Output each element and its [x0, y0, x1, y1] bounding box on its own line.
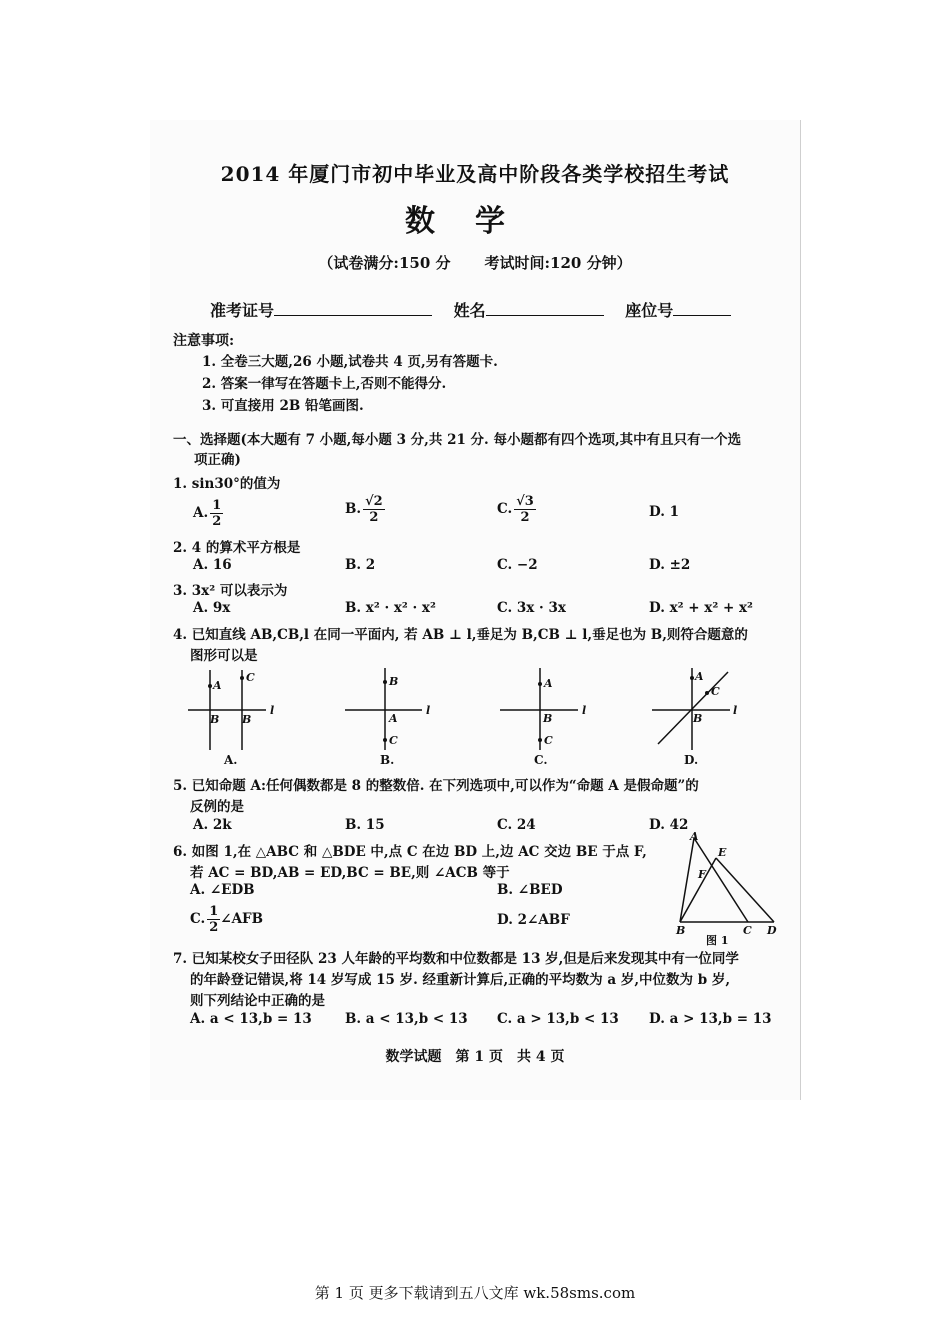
q4-option-b: B.: [380, 753, 395, 767]
subject-title: 数学: [405, 204, 545, 239]
seat-label: 座位号: [625, 301, 674, 320]
seat-blank[interactable]: [673, 301, 731, 316]
page-footer: 数学试题 第 1 页 共 4 页: [385, 1049, 565, 1065]
q7-stem-cont: 的年龄登记错误,将 14 岁写成 15 岁. 经重新计算后,正确的平均数为 a 岁,中位数为 b 岁,: [190, 972, 731, 988]
q1-option-d[interactable]: D. 1: [649, 504, 680, 520]
fig-d-line-slant: [658, 672, 728, 744]
fig-b-label-c: C: [389, 734, 398, 747]
time-info: 考试时间:120 分钟）: [484, 254, 632, 272]
fig-a-label-b2: B: [242, 713, 252, 726]
fig-a-label-l: l: [270, 704, 275, 717]
notice-item: 2. 答案一律写在答题卡上,否则不能得分.: [202, 376, 447, 392]
q7-option-b[interactable]: B. a < 13,b < 13: [345, 1011, 468, 1027]
q5-option-a[interactable]: A. 2k: [193, 817, 232, 833]
fig-d-point-c: [705, 691, 709, 695]
site-footer[interactable]: 第 1 页 更多下载请到五八文库 wk.58sms.com: [314, 1284, 636, 1302]
q3-option-b[interactable]: B. x² · x² · x²: [345, 600, 436, 616]
q2-option-a[interactable]: A. 16: [193, 557, 232, 573]
fig-a-point-c: [240, 676, 244, 680]
fig1-label-d: D: [767, 924, 777, 937]
fig-c-label-a: A: [544, 677, 553, 690]
fig1-label-a: A: [690, 830, 699, 843]
q6-stem-cont: 若 AC = BD,AB = ED,BC = BE,则 ∠ACB 等于: [190, 865, 510, 881]
q7-option-c[interactable]: C. a > 13,b < 13: [497, 1011, 619, 1027]
exam-id-label: 准考证号: [210, 301, 275, 320]
fig1-label-b: B: [676, 924, 686, 937]
q7-option-d[interactable]: D. a > 13,b = 13: [649, 1011, 772, 1027]
section-heading-cont: 项正确): [194, 452, 241, 468]
q2-option-d[interactable]: D. ±2: [649, 557, 691, 573]
name-label: 姓名: [453, 301, 486, 320]
q5-option-b[interactable]: B. 15: [345, 817, 385, 833]
candidate-fields: [210, 298, 747, 321]
figure-1: [672, 830, 784, 946]
score-info: （试卷满分:150 分: [318, 254, 451, 272]
exam-id-blank[interactable]: [274, 301, 432, 316]
fig-d-label-a: A: [695, 670, 704, 683]
q6-option-c[interactable]: C. $\frac{1}{2}$ ∠AFB: [190, 904, 264, 935]
q4-option-a: A.: [224, 753, 238, 767]
q5-stem-cont: 反例的是: [190, 799, 244, 815]
q7-option-a[interactable]: A. a < 13,b = 13: [190, 1011, 312, 1027]
q3-stem: 3. 3x² 可以表示为: [173, 583, 288, 599]
q5-stem: 5. 已知命题 A:任何偶数都是 8 的整数倍. 在下列选项中,可以作为“命题 A 是假命题”的: [173, 778, 699, 794]
q3-option-d[interactable]: D. x² + x² + x²: [649, 600, 753, 616]
q1-option-c[interactable]: C. $\frac{√3}{2}$: [497, 494, 534, 525]
q4-figures: [180, 664, 780, 768]
q7-stem: 7. 已知某校女子田径队 23 人年龄的平均数和中位数都是 13 岁,但是后来发现其中有一位同学: [173, 951, 739, 967]
q2-option-b[interactable]: B. 2: [345, 557, 376, 573]
fig-b-label-b: B: [389, 675, 399, 688]
fig1-label-f: F: [698, 868, 706, 881]
notice-item: 3. 可直接用 2B 铅笔画图.: [202, 398, 364, 414]
fig-b-point-b: [383, 680, 387, 684]
exam-title: 2014 年厦门市初中毕业及高中阶段各类学校招生考试: [220, 162, 730, 186]
figure-1-caption: 图 1: [706, 934, 729, 946]
fig-c-point-c: [538, 738, 542, 742]
q6-option-a[interactable]: A. ∠EDB: [190, 882, 255, 898]
fig-a-label-a: A: [213, 679, 222, 692]
notice-heading: 注意事项:: [173, 333, 235, 349]
fig-c-label-l: l: [582, 704, 587, 717]
q4-stem: 4. 已知直线 AB,CB,l 在同一平面内, 若 AB ⊥ l,垂足为 B,CB ⊥ l,垂足也为 B,则符合题意的: [173, 627, 748, 643]
name-blank[interactable]: [486, 301, 604, 316]
fig-c-label-c: C: [544, 734, 553, 747]
q7-stem-cont2: 则下列结论中正确的是: [190, 993, 325, 1009]
fig-a-label-b1: B: [210, 713, 220, 726]
q4-option-d: D.: [684, 753, 699, 767]
fig-b-label-a: A: [389, 712, 398, 725]
fig-c-label-b: B: [543, 712, 553, 725]
q2-option-c[interactable]: C. −2: [497, 557, 538, 573]
q3-option-c[interactable]: C. 3x · 3x: [497, 600, 566, 616]
q5-option-d[interactable]: D. 42: [649, 817, 689, 833]
q4-option-c: C.: [534, 753, 548, 767]
fig-a-label-c: C: [246, 671, 255, 684]
q1-stem: 1. sin30°的值为: [173, 476, 281, 492]
fig-b-point-c: [383, 738, 387, 742]
notice-item: 1. 全卷三大题,26 小题,试卷共 4 页,另有答题卡.: [202, 354, 498, 370]
q4-stem-cont: 图形可以是: [190, 648, 258, 664]
fig-d-point-a: [690, 676, 694, 680]
fig-b-label-l: l: [426, 704, 431, 717]
q1-option-a[interactable]: A. $\frac{1}{2}$: [193, 498, 222, 529]
fig1-label-e: E: [718, 846, 727, 859]
q5-option-c[interactable]: C. 24: [497, 817, 536, 833]
q6-option-b[interactable]: B. ∠BED: [497, 882, 563, 898]
fig-d-label-b: B: [693, 712, 703, 725]
q6-stem: 6. 如图 1,在 △ABC 和 △BDE 中,点 C 在边 BD 上,边 AC 交边 BE 于点 F,: [173, 844, 647, 860]
exam-info: [0, 252, 950, 273]
fig-d-label-l: l: [733, 704, 738, 717]
section-heading: 一、选择题(本大题有 7 小题,每小题 3 分,共 21 分. 每小题都有四个选项,其中有且只有一个选: [173, 432, 742, 448]
q1-option-b[interactable]: B. $\frac{√2}{2}$: [345, 494, 383, 525]
fig1-label-c: C: [743, 924, 752, 937]
q2-stem: 2. 4 的算术平方根是: [173, 540, 301, 556]
q3-option-a[interactable]: A. 9x: [193, 600, 231, 616]
fig1-side-ed: [716, 858, 774, 922]
fig-c-point-a: [538, 682, 542, 686]
fig-a-point-a: [208, 684, 212, 688]
q6-option-d[interactable]: D. 2∠ABF: [497, 912, 570, 928]
fig-d-label-c: C: [711, 685, 720, 698]
